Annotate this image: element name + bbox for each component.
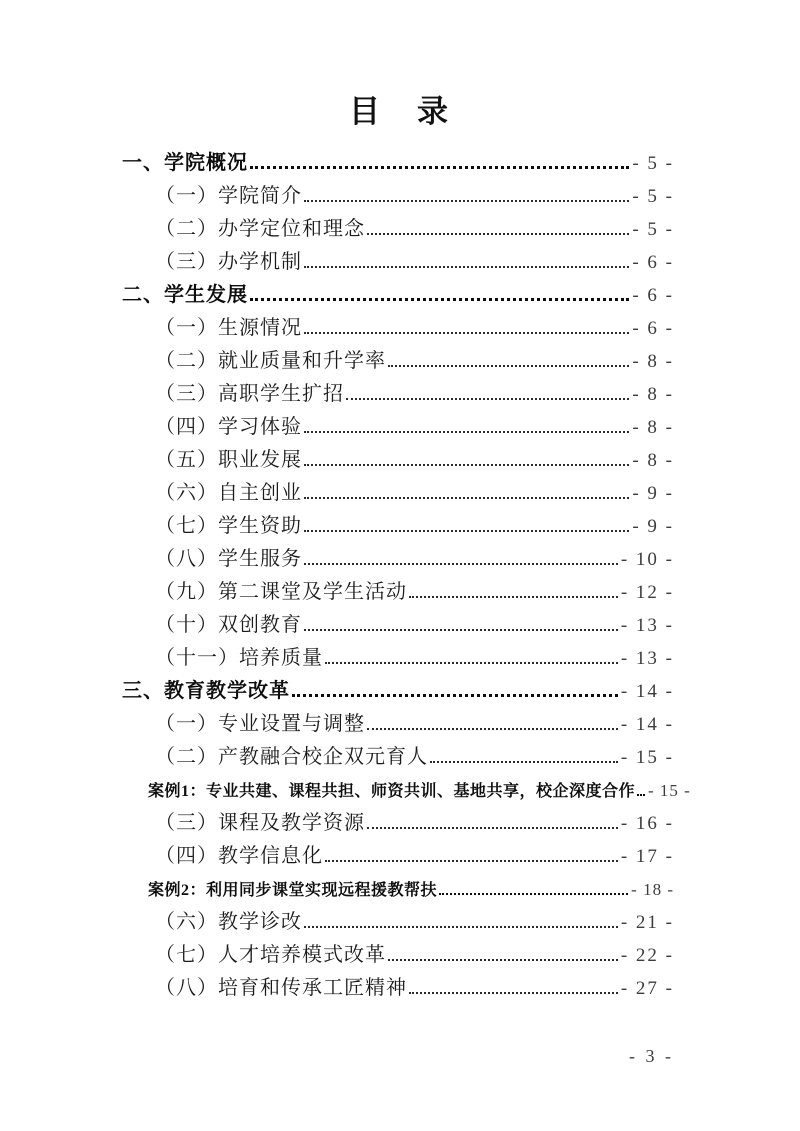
toc-leader-dots <box>439 893 628 895</box>
toc-entry-label: 二、学生发展 <box>122 284 248 306</box>
toc-entry-page-number: - 14 - <box>620 714 674 735</box>
toc-entry <box>122 444 674 477</box>
toc-entry-label: （七）学生资助 <box>155 515 302 537</box>
toc-entry-page-number: - 9 - <box>632 483 674 504</box>
toc-entry <box>122 477 674 510</box>
toc-entry-label: （四）学习体验 <box>155 416 302 438</box>
toc-leader-dots <box>304 563 618 565</box>
toc-entry <box>122 279 674 312</box>
toc-entry-label: （五）职业发展 <box>155 449 302 471</box>
toc-entry-page-number: - 5 - <box>632 219 674 240</box>
toc-entry-page-number: - 15 - <box>620 747 674 768</box>
toc-leader-dots <box>304 464 629 466</box>
footer-page-number: - 3 - <box>629 1046 674 1066</box>
toc-entry <box>122 411 674 444</box>
toc-entry <box>122 906 674 939</box>
toc-leader-dots <box>304 497 629 499</box>
toc-entry-page-number: - 21 - <box>620 912 674 933</box>
toc-entry <box>122 543 674 576</box>
toc-entry-page-number: - 5 - <box>632 186 674 207</box>
toc-leader-dots <box>304 200 629 202</box>
toc-entry-page-number: - 22 - <box>620 945 674 966</box>
toc-entry <box>122 378 674 411</box>
toc-entry-label: 一、学院概况 <box>122 152 248 174</box>
toc-entry-page-number: - 16 - <box>620 813 674 834</box>
toc-entry-page-number: - 8 - <box>632 450 674 471</box>
toc-entry-label: （三）高职学生扩招 <box>155 383 344 405</box>
toc-leader-dots <box>367 728 618 730</box>
toc-entry-page-number: - 8 - <box>632 384 674 405</box>
toc-entry-page-number: - 14 - <box>620 681 674 702</box>
toc-entry-label: （六）自主创业 <box>155 482 302 504</box>
toc-leader-dots <box>304 926 618 928</box>
toc-entry-page-number: - 13 - <box>620 615 674 636</box>
toc-leader-dots <box>325 860 618 862</box>
toc-entry-label: （十）双创教育 <box>155 614 302 636</box>
toc-entry <box>122 840 674 873</box>
toc-entry-page-number: - 10 - <box>620 549 674 570</box>
toc-leader-dots <box>304 530 629 532</box>
toc-entry-label: 案例2：利用同步课堂实现远程援教帮扶 <box>148 882 438 899</box>
toc-entry <box>122 576 674 609</box>
toc-entry-label: （七）人才培养模式改革 <box>155 944 386 966</box>
toc-entry <box>122 774 691 807</box>
toc-leader-dots <box>250 298 629 301</box>
toc-entry <box>122 807 674 840</box>
toc-leader-dots <box>367 233 629 235</box>
toc-leader-dots <box>637 794 645 796</box>
toc-leader-dots <box>304 431 629 433</box>
toc-entry-page-number: - 9 - <box>632 516 674 537</box>
toc-entry-page-number: - 5 - <box>632 153 674 174</box>
toc-leader-dots <box>250 166 629 169</box>
toc-entry-label: （二）就业质量和升学率 <box>155 350 386 372</box>
toc-entry <box>122 246 674 279</box>
toc-entry-label: （八）培育和传承工匠精神 <box>155 977 407 999</box>
toc-entry-label: （四）教学信息化 <box>155 845 323 867</box>
toc-entry <box>122 312 674 345</box>
toc-entry <box>122 642 674 675</box>
toc-leader-dots <box>304 332 629 334</box>
toc-leader-dots <box>409 596 618 598</box>
toc-entry-label: （九）第二课堂及学生活动 <box>155 581 407 603</box>
toc-entry-label: （一）学院简介 <box>155 185 302 207</box>
toc-entry-label: 三、教育教学改革 <box>122 680 290 702</box>
toc-leader-dots <box>409 992 618 994</box>
toc-entry-page-number: - 12 - <box>620 582 674 603</box>
toc-leader-dots <box>292 694 618 697</box>
toc-entry-label: （一）专业设置与调整 <box>155 713 365 735</box>
toc-entry-label: （十一）培养质量 <box>155 647 323 669</box>
toc-entry <box>122 609 674 642</box>
toc-entry-page-number: - 13 - <box>620 648 674 669</box>
toc-leader-dots <box>304 266 629 268</box>
toc-entry-label: （三）课程及教学资源 <box>155 812 365 834</box>
toc-entry <box>122 708 674 741</box>
toc-entry <box>122 675 674 708</box>
toc-entry-page-number: - 6 - <box>632 318 674 339</box>
toc-entry <box>122 147 674 180</box>
toc-entry-label: 案例1：专业共建、课程共担、师资共训、基地共享，校企深度合作 <box>148 783 636 800</box>
toc-entry <box>122 180 674 213</box>
toc-entry-page-number: - 8 - <box>632 351 674 372</box>
page-title: 目 录 <box>349 94 451 129</box>
toc-entry-label: （六）教学诊改 <box>155 911 302 933</box>
toc-leader-dots <box>304 629 618 631</box>
toc-entry-page-number: - 18 - <box>631 880 674 899</box>
toc-entry-page-number: - 27 - <box>620 978 674 999</box>
toc-entry-label: （二）产教融合校企双元育人 <box>155 746 428 768</box>
toc-leader-dots <box>388 365 629 367</box>
toc-entry-label: （三）办学机制 <box>155 251 302 273</box>
toc-entry-page-number: - 8 - <box>632 417 674 438</box>
toc-entry-page-number: - 15 - <box>648 781 691 800</box>
toc-entry-page-number: - 6 - <box>632 252 674 273</box>
toc-entry <box>122 213 674 246</box>
toc-entry-page-number: - 17 - <box>620 846 674 867</box>
toc-leader-dots <box>430 761 618 763</box>
toc-entry-label: （一）生源情况 <box>155 317 302 339</box>
table-of-contents <box>122 147 691 1005</box>
toc-entry <box>122 345 674 378</box>
toc-entry <box>122 510 674 543</box>
toc-entry <box>122 873 674 906</box>
toc-entry <box>122 741 674 774</box>
toc-leader-dots <box>346 398 629 400</box>
toc-entry <box>122 939 674 972</box>
toc-leader-dots <box>325 662 618 664</box>
toc-entry-label: （二）办学定位和理念 <box>155 218 365 240</box>
toc-leader-dots <box>388 959 618 961</box>
toc-entry <box>122 972 674 1005</box>
toc-leader-dots <box>367 827 618 829</box>
toc-entry-label: （八）学生服务 <box>155 548 302 570</box>
toc-entry-page-number: - 6 - <box>632 285 674 306</box>
